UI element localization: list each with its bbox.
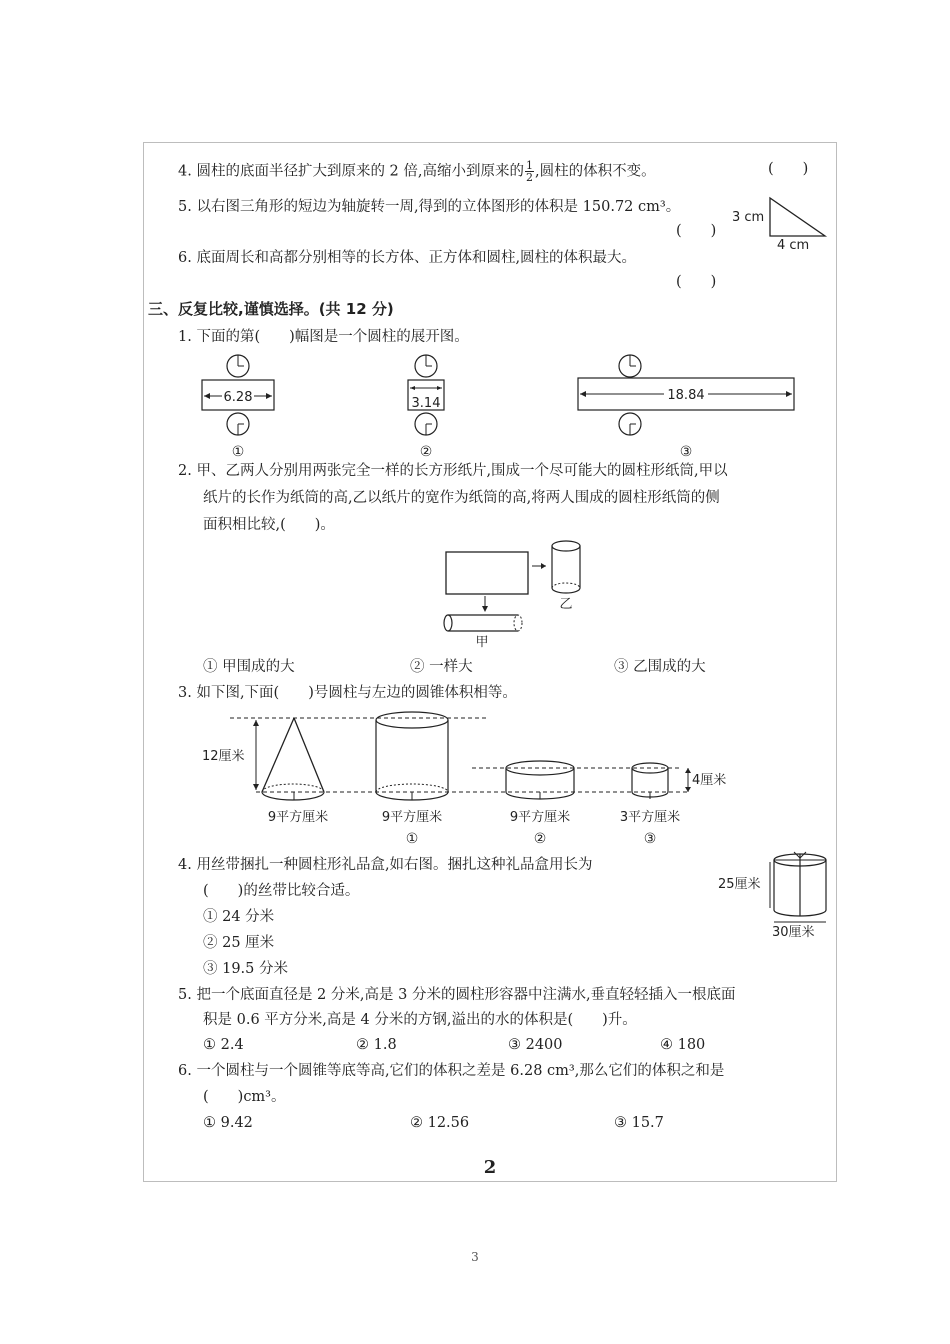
choice-q6-opt3[interactable]: ③ 15.7 bbox=[614, 1115, 664, 1131]
fraction-one-half: $\frac{1}{2}$ bbox=[526, 159, 533, 184]
cylinder2-base-label: 9平方厘米 bbox=[509, 810, 571, 825]
cone-height-label: 12厘米 bbox=[202, 749, 245, 764]
figure-label-jia: 甲 bbox=[475, 635, 489, 650]
judge-q6: 6. 底面周长和高都分别相等的长方体、正方体和圆柱,圆柱的体积最大。 bbox=[178, 250, 637, 266]
paper-roll-figure bbox=[438, 536, 598, 654]
choice-q6-opt2[interactable]: ② 12.56 bbox=[410, 1115, 470, 1131]
choice-q2-opt1[interactable]: ① 甲围成的大 bbox=[203, 659, 295, 675]
net3-number: ③ bbox=[679, 444, 693, 460]
choice-q6-line2: ( )cm³。 bbox=[203, 1089, 286, 1105]
judge-q5: 5. 以右图三角形的短边为轴旋转一周,得到的立体图形的体积是 150.72 cm³。 bbox=[178, 199, 681, 215]
figure-label-yi: 乙 bbox=[559, 597, 573, 612]
gift-box-height-label: 25厘米 bbox=[718, 877, 761, 892]
section-3-heading: 三、反复比较,谨慎选择。(共 12 分) bbox=[148, 300, 394, 318]
sheet-number: 2 bbox=[483, 1157, 497, 1178]
choice-q3: 3. 如下图,下面( )号圆柱与左边的圆锥体积相等。 bbox=[178, 685, 517, 701]
judge-q4-text-pre: 4. 圆柱的底面半径扩大到原来的 2 倍,高缩小到原来的 bbox=[178, 163, 524, 180]
choice-q2-line3: 面积相比较,( )。 bbox=[203, 517, 335, 533]
choice-q5-line2: 积是 0.6 平方分米,高是 4 分米的方钢,溢出的水的体积是( )升。 bbox=[203, 1012, 637, 1028]
cylinder3-base-label: 3平方厘米 bbox=[619, 810, 681, 825]
choice-q6-line1: 6. 一个圆柱与一个圆锥等底等高,它们的体积之差是 6.28 cm³,那么它们的体积之和是 bbox=[178, 1063, 725, 1079]
choice-q4-line2: ( )的丝带比较合适。 bbox=[203, 883, 360, 899]
choice-q2-opt2[interactable]: ② 一样大 bbox=[410, 659, 473, 675]
triangle-side-label: 3 cm bbox=[732, 210, 765, 225]
page-number: 3 bbox=[471, 1250, 479, 1264]
gift-box-figure bbox=[716, 848, 832, 942]
net1-number: ① bbox=[231, 444, 245, 460]
choice-q4-opt2[interactable]: ② 25 厘米 bbox=[203, 935, 275, 951]
judge-q4-text-post: ,圆柱的体积不变。 bbox=[535, 163, 656, 180]
net-figure-1 bbox=[196, 350, 286, 460]
choice-q5-opt4[interactable]: ④ 180 bbox=[660, 1037, 706, 1053]
choice-q5-line1: 5. 把一个底面直径是 2 分米,高是 3 分米的圆柱形容器中注满水,垂直轻轻插入一根底面 bbox=[178, 987, 736, 1003]
net3-length-label: 18.84 bbox=[667, 388, 705, 403]
net-figure-3 bbox=[576, 350, 798, 460]
net1-length-label: 6.28 bbox=[223, 390, 253, 405]
choice-q5-opt2[interactable]: ② 1.8 bbox=[356, 1037, 397, 1053]
cone-cylinder-figure bbox=[198, 708, 746, 850]
choice-q6-opt1[interactable]: ① 9.42 bbox=[203, 1115, 253, 1131]
cylinder3-number: ③ bbox=[643, 831, 657, 847]
choice-q5-opt1[interactable]: ① 2.4 bbox=[203, 1037, 244, 1053]
judge-q4-paren[interactable]: ( ) bbox=[768, 161, 809, 177]
net2-number: ② bbox=[419, 444, 433, 460]
net2-length-label: 3.14 bbox=[411, 396, 441, 411]
judge-q5-paren[interactable]: ( ) bbox=[676, 223, 717, 239]
choice-q5-opt3[interactable]: ③ 2400 bbox=[508, 1037, 563, 1053]
cylinder1-base-label: 9平方厘米 bbox=[381, 810, 443, 825]
right-triangle-figure bbox=[730, 190, 840, 252]
triangle-base-label: 4 cm bbox=[777, 238, 810, 253]
cylinder1-number: ① bbox=[405, 831, 419, 847]
judge-q4 bbox=[178, 160, 656, 183]
choice-q2-opt3[interactable]: ③ 乙围成的大 bbox=[614, 659, 706, 675]
net-figure-2 bbox=[400, 350, 460, 460]
cone-base-label: 9平方厘米 bbox=[267, 810, 329, 825]
judge-q6-paren[interactable]: ( ) bbox=[676, 274, 717, 290]
choice-q2-line2: 纸片的长作为纸筒的高,乙以纸片的宽作为纸筒的高,将两人围成的圆柱形纸筒的侧 bbox=[203, 490, 720, 506]
choice-q4-opt1[interactable]: ① 24 分米 bbox=[203, 909, 275, 925]
small-cylinder-height-label: 4厘米 bbox=[692, 773, 727, 788]
choice-q1: 1. 下面的第( )幅图是一个圆柱的展开图。 bbox=[178, 329, 469, 345]
choice-q2-line1: 2. 甲、乙两人分别用两张完全一样的长方形纸片,围成一个尽可能大的圆柱形纸筒,甲以 bbox=[178, 463, 728, 479]
choice-q4-opt3[interactable]: ③ 19.5 分米 bbox=[203, 961, 289, 977]
gift-box-diameter-label: 30厘米 bbox=[772, 925, 815, 940]
cylinder2-number: ② bbox=[533, 831, 547, 847]
choice-q4-line1: 4. 用丝带捆扎一种圆柱形礼品盒,如右图。捆扎这种礼品盒用长为 bbox=[178, 857, 593, 873]
